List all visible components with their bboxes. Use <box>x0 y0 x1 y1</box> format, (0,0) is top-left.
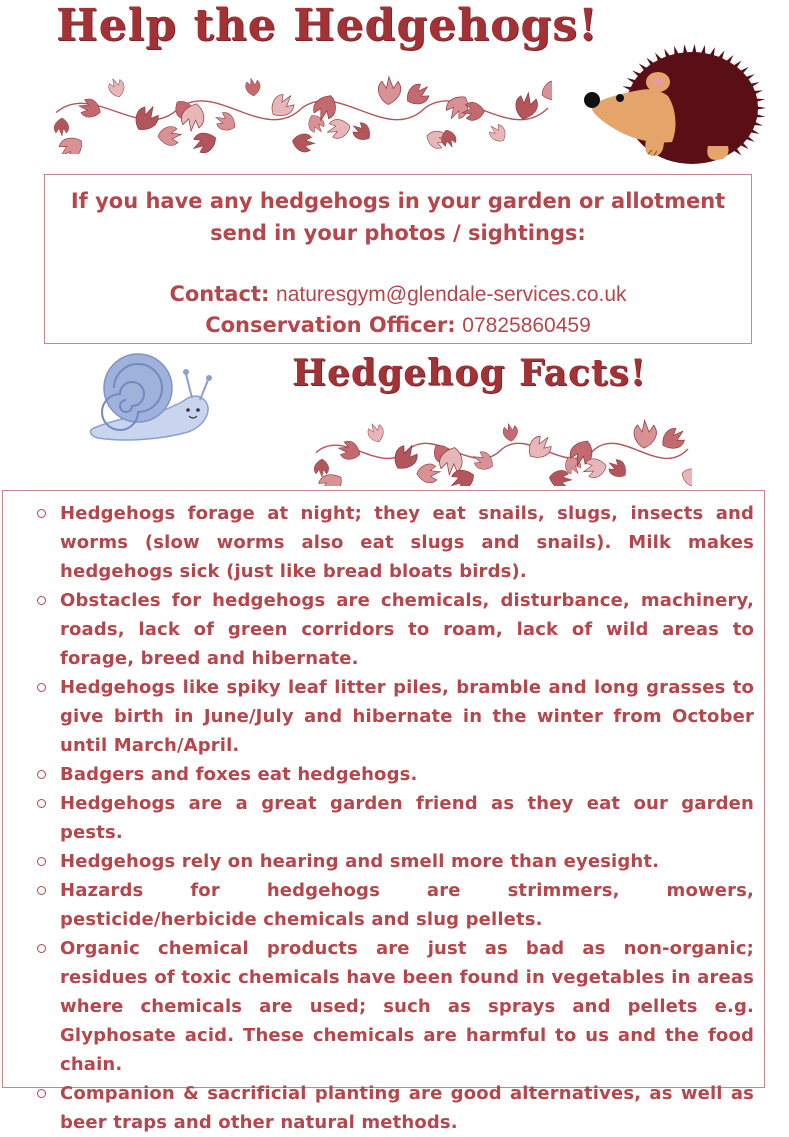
contact-phone-line <box>45 310 751 341</box>
snail-illustration <box>88 350 220 444</box>
fact-item <box>33 1079 754 1137</box>
fact-item <box>33 586 754 673</box>
fact-text: Hazards for hedgehogs are strimmers, mowers, pesticide/herbicide chemicals and slug pellets. <box>60 880 754 930</box>
ivy-garland-icon <box>312 412 692 486</box>
bullet-icon <box>37 596 46 605</box>
hedgehog-illustration <box>580 28 768 168</box>
fact-item <box>33 876 754 934</box>
bullet-icon <box>37 886 46 895</box>
bullet-icon <box>37 944 46 953</box>
fact-item <box>33 673 754 760</box>
facts-heading: Hedgehog Facts! <box>292 352 647 394</box>
bullet-icon <box>37 509 46 518</box>
ivy-garland-icon <box>52 62 552 154</box>
fact-text: Obstacles for hedgehogs are chemicals, disturbance, machinery, roads, lack of green corridors to roam, lack of wild areas to forage, breed and hibernate. <box>60 590 754 669</box>
fact-text: Badgers and foxes eat hedgehogs. <box>60 764 418 785</box>
bullet-icon <box>37 1089 46 1098</box>
officer-label: Conservation Officer: <box>205 313 456 337</box>
contact-email-line <box>45 279 751 310</box>
contact-intro: If you have any hedgehogs in your garden or allotment send in your photos / sightings: <box>70 189 726 245</box>
bullet-icon <box>37 770 46 779</box>
fact-text: Organic chemical products are just as bad as non-organic; residues of toxic chemicals have been found in vegetables in areas where chemicals are used; such as sprays and pellets e.g. Glyphosate acid. These chemicals are harmful to us and the food chain. <box>60 938 754 1075</box>
fact-item <box>33 499 754 586</box>
facts-box <box>2 490 765 1133</box>
bullet-icon <box>37 857 46 866</box>
fact-item <box>33 847 754 876</box>
contact-box <box>44 174 752 344</box>
fact-text: Hedgehogs forage at night; they eat snails, slugs, insects and worms (slow worms also eat slugs and snails). Milk makes hedgehogs sick (just like bread bloats birds). <box>60 503 754 582</box>
fact-item <box>33 760 754 789</box>
officer-phone[interactable]: 07825860459 <box>462 314 591 337</box>
fact-text: Hedgehogs rely on hearing and smell more than eyesight. <box>60 851 660 872</box>
bullet-icon <box>37 799 46 808</box>
contact-label: Contact: <box>169 282 270 306</box>
bullet-icon <box>37 683 46 692</box>
contact-email[interactable]: naturesgym@glendale-services.co.uk <box>276 283 627 306</box>
fact-text: Companion & sacrificial planting are good alternatives, as well as beer traps and other natural methods. <box>60 1083 754 1133</box>
facts-list <box>33 499 754 1137</box>
fact-text: Hedgehogs like spiky leaf litter piles, bramble and long grasses to give birth in June/July and hibernate in the winter from October until March/April. <box>60 677 754 756</box>
fact-item <box>33 934 754 1079</box>
fact-text: Hedgehogs are a great garden friend as they eat our garden pests. <box>60 793 754 843</box>
page-title: Help the Hedgehogs! <box>56 0 599 51</box>
fact-item <box>33 789 754 847</box>
